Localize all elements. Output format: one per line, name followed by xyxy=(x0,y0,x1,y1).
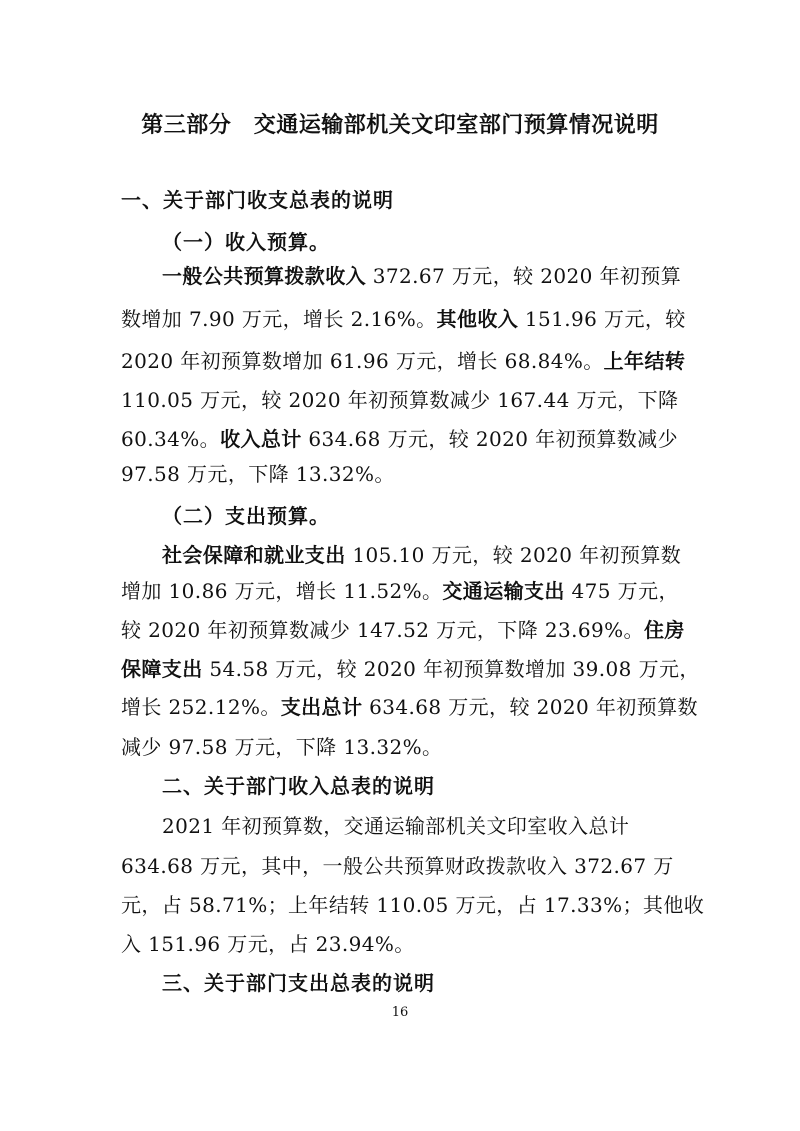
bold-term: 上年结转 xyxy=(603,349,686,373)
text-run: 634.68 万元，较 2020 年初预算数 xyxy=(362,695,698,719)
text-run: 60.34%。 xyxy=(121,427,221,451)
paragraph-line xyxy=(162,262,722,290)
paragraph-line xyxy=(121,386,681,414)
text-run: 增长 252.12%。 xyxy=(121,695,281,719)
bold-term: 其他收入 xyxy=(436,307,519,331)
text-run: 110.05 万元，较 2020 年初预算数减少 167.44 万元，下降 xyxy=(121,388,679,412)
paragraph-line xyxy=(121,577,681,605)
section1-heading: 一、关于部门收支总表的说明 xyxy=(121,188,394,212)
paragraph-line xyxy=(121,425,681,453)
section2-line-2: 634.68 万元，其中，一般公共预算财政拨款收入 372.67 万 xyxy=(121,854,674,878)
text-run: 105.10 万元，较 2020 年初预算数 xyxy=(345,543,682,567)
bold-term: 收入总计 xyxy=(220,427,302,451)
bold-term: 社会保障和就业支出 xyxy=(162,543,346,567)
text-run: 97.58 万元，下降 13.32%。 xyxy=(121,462,395,486)
section3-heading: 三、关于部门支出总表的说明 xyxy=(162,971,435,995)
paragraph-line xyxy=(121,693,698,721)
paragraph-line xyxy=(121,733,681,761)
text-run: 较 2020 年初预算数减少 147.52 万元，下降 23.69%。 xyxy=(121,618,644,642)
paragraph-line xyxy=(121,655,700,683)
bold-term: 交通运输支出 xyxy=(442,579,565,603)
paragraph-line xyxy=(121,347,686,375)
subsection-expense-heading: （二）支出预算。 xyxy=(162,504,330,528)
section2-line-1: 2021 年初预算数，交通运输部机关文印室收入总计 xyxy=(162,814,630,838)
text-run: 475 万元， xyxy=(564,579,679,603)
section2-heading: 二、关于部门收入总表的说明 xyxy=(162,774,435,798)
text-run: 减少 97.58 万元，下降 13.32%。 xyxy=(121,735,443,759)
text-run: 增加 10.86 万元，增长 11.52%。 xyxy=(121,579,443,603)
text-run: 2020 年初预算数增加 61.96 万元，增长 68.84%。 xyxy=(121,349,604,373)
bold-term: 住房 xyxy=(643,618,685,642)
bold-term: 支出总计 xyxy=(280,695,363,719)
bold-term: 保障支出 xyxy=(121,657,203,681)
paragraph-line xyxy=(121,305,686,333)
text-run: 372.67 万元，较 2020 年初预算 xyxy=(366,264,682,288)
text-run: 54.58 万元，较 2020 年初预算数增加 39.08 万元， xyxy=(202,657,700,681)
text-run: 151.96 万元，较 xyxy=(518,307,686,331)
page-number: 16 xyxy=(391,1005,409,1020)
subsection-income-heading: （一）收入预算。 xyxy=(162,230,330,254)
text-run: 数增加 7.90 万元，增长 2.16%。 xyxy=(121,307,437,331)
paragraph-line xyxy=(162,541,722,569)
paragraph-line xyxy=(121,616,685,644)
section2-line-3: 元，占 58.71%；上年结转 110.05 万元，占 17.33%；其他收 xyxy=(121,893,705,917)
section2-line-4: 入 151.96 万元，占 23.94%。 xyxy=(121,932,415,956)
text-run: 634.68 万元，较 2020 年初预算数减少 xyxy=(301,427,678,451)
paragraph-line xyxy=(121,460,681,488)
page-title: 第三部分 交通运输部机关文印室部门预算情况说明 xyxy=(141,113,659,138)
bold-term: 一般公共预算拨款收入 xyxy=(162,264,366,288)
